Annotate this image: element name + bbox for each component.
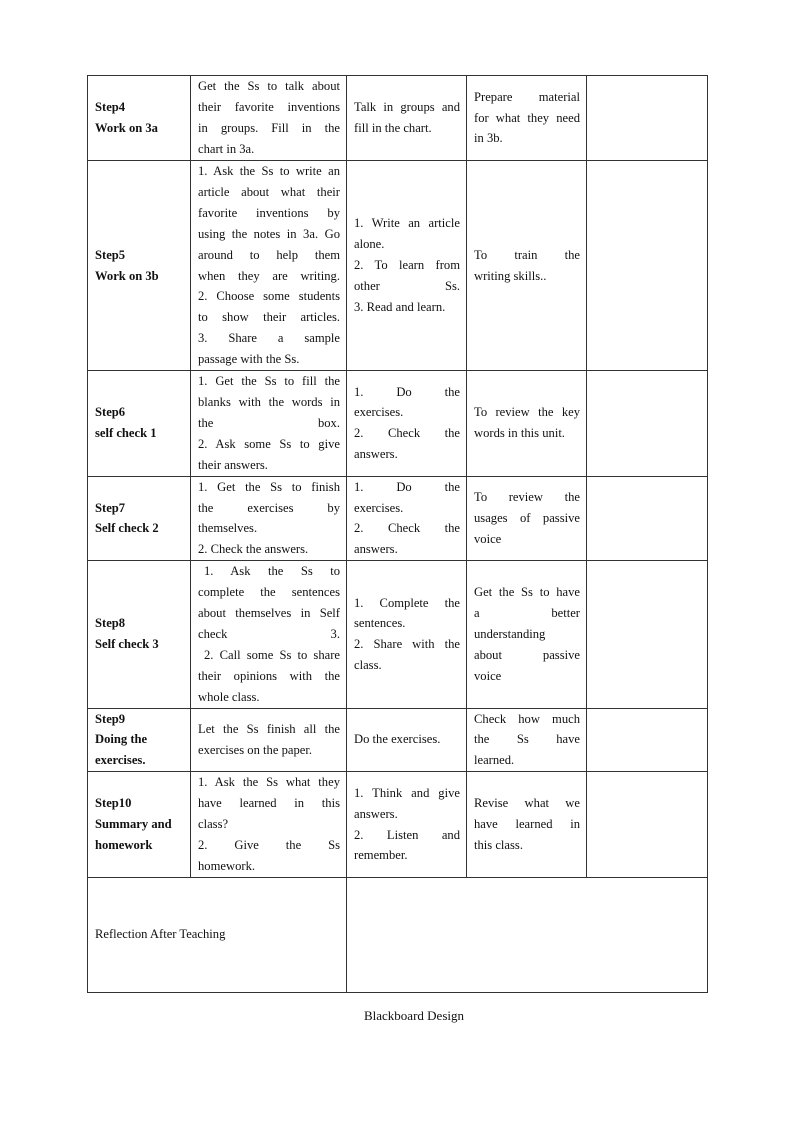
purpose-line: usages of passive [474, 510, 580, 525]
teacher-line: class? [198, 817, 229, 832]
students-activity-cell [347, 161, 467, 371]
students-line: 1. Think and give [354, 785, 460, 800]
step-number: Step8 [95, 616, 126, 631]
students-line: 1. Do the [354, 479, 460, 494]
students-line: fill in the chart. [354, 121, 432, 135]
notes-cell [587, 371, 708, 477]
teacher-line: Let the Ss finish all the [198, 722, 340, 737]
purpose-line: understanding [474, 626, 546, 641]
teacher-activity-cell [191, 772, 347, 878]
blackboard-design-heading: Blackboard Design [363, 1008, 464, 1023]
teacher-line: homework. [198, 858, 256, 873]
notes-cell [587, 561, 708, 708]
reflection-label: Reflection After Teaching [88, 877, 347, 992]
students-line: 2. To learn from [354, 258, 460, 273]
reflection-section [88, 877, 708, 992]
teacher-line: Get the Ss to talk about [198, 79, 340, 94]
students-line: 2. Share with the [354, 637, 460, 652]
students-activity-cell [347, 561, 467, 708]
step-title: self check 1 [95, 426, 157, 441]
teacher-activity-cell [191, 708, 347, 772]
step-row [88, 76, 708, 161]
step-title: Work on 3b [95, 268, 159, 283]
teacher-line: themselves. [198, 521, 258, 536]
teacher-line: chart in 3a. [198, 141, 255, 156]
students-line: Do the exercises. [354, 732, 441, 747]
students-line: answers. [354, 447, 398, 462]
students-activity-cell [347, 76, 467, 161]
teacher-activity-cell [191, 76, 347, 161]
notes-cell [587, 161, 708, 371]
teacher-line: their favorite inventions [198, 100, 340, 115]
purpose-activity-cell [467, 708, 587, 772]
teacher-line: 2. Call some Ss to share [204, 647, 340, 662]
teacher-line: 1. Get the Ss to fill the [198, 374, 340, 389]
teacher-line: the box. [198, 415, 340, 430]
students-line: 2. Check the [354, 426, 460, 441]
teacher-activity-cell [191, 561, 347, 708]
teacher-line: the exercises by [198, 500, 340, 515]
lesson-plan-body [88, 76, 708, 878]
purpose-line: voice [474, 531, 502, 546]
step-cell [88, 561, 191, 708]
step-title: Summary and homework [95, 817, 172, 852]
step-number: Step9 [95, 711, 126, 726]
teacher-line: their answers. [198, 457, 268, 472]
teacher-activity-cell [191, 371, 347, 477]
step-cell [88, 371, 191, 477]
reflection-notes-area [347, 877, 708, 992]
purpose-activity-cell [467, 561, 587, 708]
step-cell [88, 708, 191, 772]
students-line: alone. [354, 237, 385, 252]
purpose-line: have learned in [474, 817, 580, 832]
step-number: Step5 [95, 247, 126, 262]
step-number: Step4 [95, 100, 126, 115]
teacher-line: check 3. [198, 626, 340, 641]
teacher-line: whole class. [198, 689, 260, 704]
students-activity-cell [347, 772, 467, 878]
step-title: Self check 3 [95, 637, 159, 652]
teacher-line: have learned in this [198, 796, 340, 811]
students-activity-cell [347, 476, 467, 561]
students-line: 1. Complete the [354, 595, 460, 610]
purpose-activity-cell [467, 161, 587, 371]
teacher-line: 1. Ask the Ss to [204, 564, 340, 579]
step-number: Step10 [95, 796, 132, 811]
purpose-line: learned. [474, 753, 515, 768]
step-row [88, 708, 708, 772]
purpose-line: the Ss have [474, 732, 580, 747]
reflection-row [88, 877, 708, 992]
students-line: answers. [354, 542, 398, 557]
teacher-line: when they are writing. [198, 268, 340, 283]
purpose-line: words in this unit. [474, 426, 565, 441]
teacher-line: their opinions with the [198, 668, 340, 683]
teacher-line: using the notes in 3a. Go [198, 226, 340, 241]
purpose-line: about passive [474, 647, 580, 662]
purpose-activity-cell [467, 76, 587, 161]
teacher-line: 1. Ask the Ss to write an [198, 164, 340, 178]
purpose-line: a better [474, 606, 580, 621]
teacher-line: 2. Choose some students [198, 289, 340, 304]
teacher-line: 3. Share a sample [198, 331, 340, 346]
step-row [88, 371, 708, 477]
purpose-line: Check how much [474, 711, 580, 726]
purpose-line: in 3b. [474, 131, 503, 146]
students-activity-cell [347, 371, 467, 477]
teacher-activity-cell [191, 476, 347, 561]
purpose-line: To review the key [474, 405, 580, 420]
step-number: Step6 [95, 405, 126, 420]
students-line: exercises. [354, 500, 404, 515]
teacher-line: 1. Ask the Ss what they [198, 775, 340, 790]
step-title: Doing the exercises. [95, 732, 148, 768]
step-row [88, 161, 708, 371]
notes-cell [587, 772, 708, 878]
teacher-line: in groups. Fill in the [198, 121, 340, 135]
notes-cell [587, 708, 708, 772]
purpose-line: To review the [474, 490, 580, 505]
teacher-line: passage with the Ss. [198, 352, 300, 367]
teacher-line: blanks with the words in [198, 394, 340, 409]
students-line: class. [354, 658, 382, 673]
teacher-line: 2. Ask some Ss to give [198, 436, 340, 451]
teacher-line: 2. Check the answers. [198, 542, 309, 557]
step-title: Work on 3a [95, 121, 158, 135]
purpose-line: Revise what we [474, 796, 580, 811]
step-number: Step7 [95, 500, 126, 515]
step-cell [88, 476, 191, 561]
purpose-activity-cell [467, 476, 587, 561]
teacher-line: article about what their [198, 184, 340, 199]
teacher-line: complete the sentences [198, 585, 340, 600]
teacher-line: 2. Give the Ss [198, 838, 340, 852]
step-cell [88, 772, 191, 878]
students-line: Talk in groups and [354, 100, 460, 115]
step-row [88, 561, 708, 708]
purpose-line: writing skills.. [474, 268, 547, 283]
teacher-line: about themselves in Self [198, 606, 340, 621]
purpose-line: To train the [474, 247, 580, 262]
step-cell [88, 76, 191, 161]
students-line: 2. Listen and [354, 827, 460, 842]
students-line: other Ss. [354, 278, 460, 293]
teacher-line: around to help them [198, 247, 340, 262]
students-line: sentences. [354, 616, 406, 631]
purpose-line: this class. [474, 838, 523, 852]
step-row [88, 476, 708, 561]
teacher-activity-cell [191, 161, 347, 371]
lesson-plan-table [87, 75, 708, 993]
students-line: exercises. [354, 405, 404, 420]
students-line: 3. Read and learn. [354, 299, 446, 314]
notes-cell [587, 76, 708, 161]
step-cell [88, 161, 191, 371]
students-line: 1. Write an article [354, 216, 460, 231]
purpose-line: Get the Ss to have [474, 585, 580, 600]
step-title: Self check 2 [95, 521, 159, 536]
students-line: answers. [354, 806, 398, 821]
students-line: 1. Do the [354, 384, 460, 399]
purpose-line: Prepare material [474, 89, 580, 104]
step-row [88, 772, 708, 878]
notes-cell [587, 476, 708, 561]
students-activity-cell [347, 708, 467, 772]
purpose-activity-cell [467, 371, 587, 477]
teacher-line: favorite inventions by [198, 205, 340, 220]
teacher-line: to show their articles. [198, 310, 340, 325]
purpose-line: voice [474, 668, 502, 683]
teacher-line: 1. Get the Ss to finish [198, 479, 340, 494]
purpose-line: for what they need [474, 110, 580, 125]
students-line: 2. Check the [354, 521, 460, 536]
teacher-line: exercises on the paper. [198, 742, 312, 757]
purpose-activity-cell [467, 772, 587, 878]
students-line: remember. [354, 848, 408, 863]
